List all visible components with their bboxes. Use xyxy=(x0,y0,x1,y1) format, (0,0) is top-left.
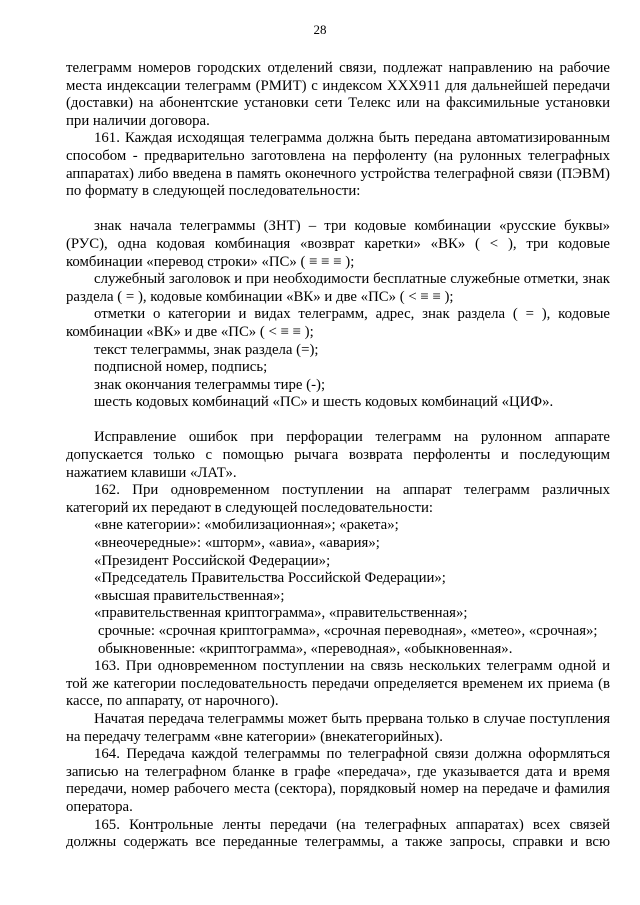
text-line: комбинации «ВК» и две «ПС» ( < ≡ ≡ ); xyxy=(66,323,314,340)
text-line: при наличии договора. xyxy=(66,112,210,129)
text-line: «высшая правительственная»; xyxy=(94,587,285,604)
text-line: телеграмм номеров городских отделений связи, подлежат направлению на рабочие xyxy=(66,60,610,76)
text-line: передачи, номер рабочего места (сектора), порядковый номер на передаче и фамилия xyxy=(66,781,610,798)
text-line: отметки о категории и видах телеграмм, адрес, знак раздела ( = ), кодовые xyxy=(94,306,610,323)
text-line: текст телеграммы, знак раздела (=); xyxy=(94,341,319,358)
text-line: 161. Каждая исходящая телеграмма должна быть передана автоматизированным xyxy=(94,130,610,147)
text-line: 163. При одновременном поступлении на связь нескольких телеграмм одной и xyxy=(94,658,610,675)
text-line: обыкновенные: «криптограмма», «переводная», «обыкновенная». xyxy=(98,640,513,657)
text-line: нажатием клавиши «ЛАТ». xyxy=(66,464,237,481)
text-line: знак начала телеграммы (ЗНТ) – три кодовые комбинации «русские буквы» xyxy=(94,218,610,235)
text-line: оператора. xyxy=(66,798,133,815)
document-body xyxy=(66,60,610,852)
text-line: подписной номер, подпись; xyxy=(94,359,268,376)
text-line: способом - предварительно заготовлена на перфоленту (на рулонных телеграфных xyxy=(66,147,610,164)
text-line: допускается только с помощью рычага возврата перфоленты и последующим xyxy=(66,447,610,464)
text-line: на передачу телеграмм «вне категории» (внекатегорийных). xyxy=(66,728,443,745)
text-line: той же категории последовательность передачи определяется временем их приема (в xyxy=(66,675,610,692)
text-line: Исправление ошибок при перфорации телеграмм на рулонном аппарате xyxy=(94,429,610,446)
text-line: раздела ( = ), кодовые комбинации «ВК» и две «ПС» ( < ≡ ≡ ); xyxy=(66,288,454,305)
text-line: (РУС), одна кодовая комбинация «возврат каретки» «ВК» ( < ), три кодовые xyxy=(66,235,610,252)
text-line: категорий их передают в следующей последовательности: xyxy=(66,499,434,516)
text-line: знак окончания телеграммы тире (-); xyxy=(94,376,326,393)
text-line: кассе, по аппарату, от нарочного). xyxy=(66,693,279,710)
text-line: «правительственная криптограмма», «правительственная»; xyxy=(94,605,468,622)
text-line: 165. Контрольные ленты передачи (на телеграфных аппаратах) всех связей xyxy=(94,816,610,833)
text-line: (доставки) на абонентские установки сети Телекс или на факсимильные установки xyxy=(66,95,610,112)
text-line: «Президент Российской Федерации»; xyxy=(94,552,331,569)
text-line: комбинации «перевод строки» «ПС» ( ≡ ≡ ≡ ); xyxy=(66,253,355,270)
text-line: «вне категории»: «мобилизационная»; «ракета»; xyxy=(94,517,399,534)
text-line: «Председатель Правительства Российской Федерации»; xyxy=(94,570,446,587)
text-line: по формату в следующей последовательности: xyxy=(66,183,361,200)
page-number: 28 xyxy=(313,22,327,37)
blank-line xyxy=(66,412,610,430)
blank-line xyxy=(66,201,610,219)
text-line: записью на телеграфном бланке в графе «передача», где указывается дата и время xyxy=(66,763,610,780)
text-line: служебный заголовок и при необходимости бесплатные служебные отметки, знак xyxy=(94,271,610,288)
text-line: должны содержать все переданные телеграммы, а также запросы, справки и всю xyxy=(66,834,610,851)
text-line: Начатая передача телеграммы может быть прервана только в случае поступления xyxy=(94,710,610,727)
text-line: шесть кодовых комбинаций «ПС» и шесть кодовых комбинаций «ЦИФ». xyxy=(94,394,554,411)
text-line: срочные: «срочная криптограмма», «срочная переводная», «метео», «срочная»; xyxy=(98,623,598,639)
text-line: 162. При одновременном поступлении на аппарат телеграмм различных xyxy=(94,482,610,499)
text-line: аппаратах) либо введена в память оконечного устройства телеграфной связи (ПЭВМ) xyxy=(66,165,610,182)
text-line: места индексации телеграмм (РМИТ) с индексом XXX911 для дальнейшей передачи xyxy=(66,77,610,94)
text-line: «внеочередные»: «шторм», «авиа», «авария»; xyxy=(94,535,380,552)
text-line: 164. Передача каждой телеграммы по телеграфной связи должна оформляться xyxy=(94,746,610,763)
